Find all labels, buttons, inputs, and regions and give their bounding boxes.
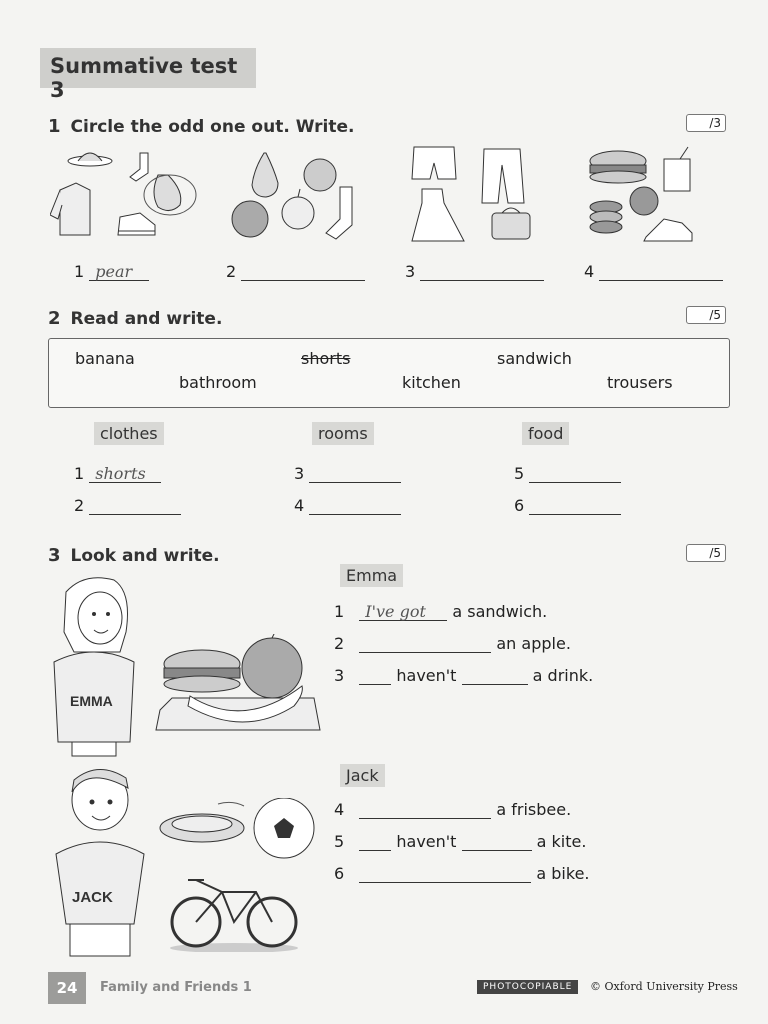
jack-name-label: Jack: [340, 764, 385, 787]
page-title: Summative test 3: [50, 54, 238, 102]
sentence-text: a frisbee.: [496, 800, 572, 819]
sentence-number: 2: [334, 634, 345, 653]
emma-sentence-1: [334, 602, 547, 621]
section-1-answer-1: [74, 262, 149, 281]
category-clothes: clothes: [94, 422, 164, 445]
answer-field[interactable]: [359, 666, 391, 685]
sentence-number: 1: [334, 602, 345, 621]
answer-field[interactable]: [309, 464, 401, 483]
answer-field[interactable]: [462, 666, 528, 685]
section-2-number: 2: [48, 308, 61, 329]
section-2-score: /5: [686, 306, 726, 324]
sneaker-icon: [644, 219, 692, 241]
answer-field[interactable]: shorts: [89, 464, 161, 483]
tomato-icon: [232, 201, 268, 237]
title-banner: [40, 48, 256, 102]
orange-icon: [304, 159, 336, 191]
sentence-text: a bike.: [536, 864, 590, 883]
answer-number: 4: [294, 496, 305, 515]
shirt-icon: [50, 183, 90, 235]
word-bank-item: banana: [75, 349, 135, 368]
football-icon: [254, 798, 314, 858]
answer-field[interactable]: [241, 262, 365, 281]
section-1-score: /3: [686, 114, 726, 132]
section-1-number: 1: [48, 116, 61, 137]
section-2-answer-5: [514, 464, 621, 483]
sentence-number: 4: [334, 800, 345, 819]
sock-icon: [130, 153, 148, 181]
emma-sentence-2: [334, 634, 571, 653]
sentence-number: 3: [334, 666, 345, 685]
dress-icon: [412, 189, 464, 241]
answer-field[interactable]: [359, 800, 491, 819]
jack-sentence-4: [334, 800, 571, 819]
answer-field[interactable]: [309, 496, 401, 515]
sandwich-icon: [590, 151, 646, 183]
publisher-label: © Oxford University Press: [590, 980, 738, 993]
section-2-title: Read and write.: [70, 309, 223, 329]
emma-shirt-label: EMMA: [70, 693, 113, 709]
answer-field[interactable]: [599, 262, 723, 281]
hat-icon: [68, 153, 112, 166]
jack-sentence-6: [334, 864, 590, 883]
word-bank-item: bathroom: [179, 373, 257, 392]
section-2-answer-6: [514, 496, 621, 515]
jack-sentence-5: [334, 832, 586, 851]
section-2-answer-1: [74, 464, 161, 483]
sandwich-icon: [164, 650, 240, 692]
answer-number: 3: [294, 464, 305, 483]
apple-icon: [242, 634, 302, 698]
answer-field[interactable]: pear: [89, 262, 149, 281]
answer-field[interactable]: [462, 832, 532, 851]
jack-illustration: [48, 764, 152, 960]
emma-illustration: [44, 572, 144, 758]
picture-group-3: [408, 145, 538, 245]
category-rooms: rooms: [312, 422, 374, 445]
word-bank-item: sandwich: [497, 349, 572, 368]
section-1-answer-2: [226, 262, 365, 281]
section-3-heading: [48, 545, 220, 566]
emma-food-tray: [154, 634, 322, 738]
answer-field[interactable]: [529, 496, 621, 515]
trousers-icon: [482, 149, 524, 203]
section-3-title: Look and write.: [70, 546, 220, 566]
word-bank-item: kitchen: [402, 373, 461, 392]
section-1-answer-3: [405, 262, 544, 281]
sentence-number: 6: [334, 864, 345, 883]
emma-sentence-3: [334, 666, 593, 685]
sentence-text: a drink.: [532, 666, 594, 685]
page-number: 24: [48, 972, 86, 1004]
jack-shirt-label: JACK: [72, 889, 113, 906]
sentence-text: haven't: [396, 832, 457, 851]
book-title: Family and Friends 1: [100, 980, 252, 995]
section-1-answer-4: [584, 262, 723, 281]
tomato-icon: [630, 187, 658, 215]
section-2-answer-3: [294, 464, 401, 483]
jack-items: [158, 798, 318, 864]
answer-field[interactable]: [359, 634, 491, 653]
answer-number: 4: [584, 262, 595, 281]
section-1-title: Circle the odd one out. Write.: [70, 117, 355, 137]
answer-number: 2: [74, 496, 85, 515]
answer-field[interactable]: [359, 832, 391, 851]
sentence-text: an apple.: [496, 634, 571, 653]
answer-number: 1: [74, 464, 85, 483]
answer-number: 5: [514, 464, 525, 483]
section-1-heading: [48, 116, 354, 137]
picture-group-1: [50, 145, 210, 245]
answer-number: 1: [74, 262, 85, 281]
sentence-text: haven't: [396, 666, 457, 685]
answer-number: 3: [405, 262, 416, 281]
sentence-number: 5: [334, 832, 345, 851]
pear-icon: [252, 153, 278, 197]
sock-icon: [326, 187, 352, 239]
section-3-number: 3: [48, 545, 61, 566]
answer-number: 6: [514, 496, 525, 515]
sneaker-icon: [118, 213, 155, 235]
word-bank-item: shorts: [301, 349, 351, 368]
answer-field[interactable]: [420, 262, 544, 281]
section-2-answer-2: [74, 496, 181, 515]
bag-icon: [492, 208, 530, 239]
emma-name-label: Emma: [340, 564, 403, 587]
section-2-answer-4: [294, 496, 401, 515]
photocopiable-label: PHOTOCOPIABLE: [477, 980, 578, 994]
picture-group-4: [584, 145, 714, 245]
cookies-icon: [590, 201, 622, 233]
category-food: food: [522, 422, 569, 445]
answer-number: 2: [226, 262, 237, 281]
section-3-score: /5: [686, 544, 726, 562]
section-2-heading: [48, 308, 222, 329]
picture-group-2: [228, 145, 368, 245]
juice-box-icon: [664, 147, 690, 191]
answer-field[interactable]: [89, 496, 181, 515]
frisbee-icon: [160, 802, 244, 842]
answer-field[interactable]: [359, 864, 531, 883]
answer-field[interactable]: I've got: [359, 602, 447, 621]
shorts-icon: [412, 147, 456, 179]
sentence-text: a kite.: [536, 832, 587, 851]
word-bank: [48, 338, 730, 408]
bike-icon: [168, 870, 298, 952]
apple-icon: [282, 189, 314, 229]
answer-field[interactable]: [529, 464, 621, 483]
word-bank-item: trousers: [607, 373, 673, 392]
pear-icon: [144, 175, 196, 215]
sentence-text: a sandwich.: [452, 602, 548, 621]
